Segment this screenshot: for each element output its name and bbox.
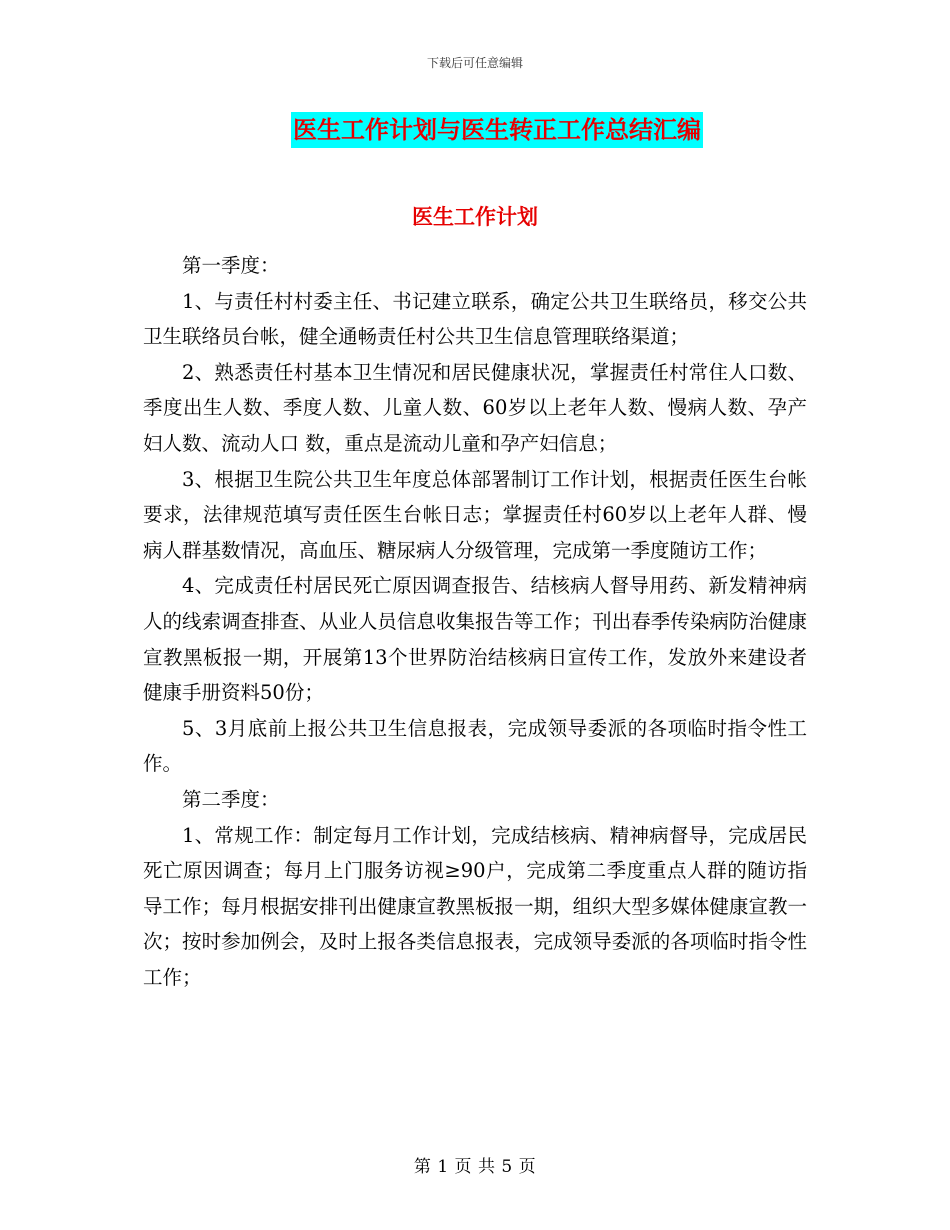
section-title: 医生工作计划	[412, 204, 538, 229]
page-number-label: 第 1 页 共 5 页	[413, 1157, 537, 1177]
main-title-container	[0, 112, 950, 148]
paragraph-item: 2、熟悉责任村基本卫生情况和居民健康状况，掌握责任村常住人口数、季度出生人数、季度人数、儿童人数、60岁以上老年人数、慢病人数、孕产妇人数、流动人口 数，重点是流动儿童和孕产妇信息；	[143, 360, 807, 455]
document-title: 医生工作计划与医生转正工作总结汇编	[291, 112, 703, 148]
page-footer	[0, 1152, 950, 1177]
paragraph-item: 1、与责任村村委主任、书记建立联系，确定公共卫生联络员，移交公共卫生联络员台帐，健全通畅责任村公共卫生信息管理联络渠道；	[143, 289, 807, 349]
paragraph-item: 5、3月底前上报公共卫生信息报表，完成领导委派的各项临时指令性工作。	[143, 716, 807, 776]
paragraph-q2-heading: 第二季度：	[182, 787, 280, 811]
paragraph-item: 3、根据卫生院公共卫生年度总体部署制订工作计划，根据责任医生台帐要求，法律规范填写责任医生台帐日志；掌握责任村60岁以上老年人群、慢病人群基数情况，高血压、糖尿病人分级管理，完成第一季度随访工作；	[143, 467, 807, 562]
page-header-note: 下载后可任意编辑	[426, 56, 523, 70]
document-body	[143, 248, 807, 995]
paragraph-item: 4、完成责任村居民死亡原因调查报告、结核病人督导用药、新发精神病人的线索调查排查、从业人员信息收集报告等工作；刊出春季传染病防治健康宣教黑板报一期，开展第13个世界防治结核病日宣传工作，发放外来建设者健康手册资料50份；	[143, 574, 807, 705]
paragraph-q1-heading: 第一季度：	[182, 254, 280, 277]
paragraph-item: 1、常规工作：制定每月工作计划，完成结核病、精神病督导，完成居民死亡原因调查；每月上门服务访视≥90户，完成第二季度重点人群的随访指导工作；每月根据安排刊出健康宣教黑板报一期，组织大型多媒体健康宣教一次；按时参加例会，及时上报各类信息报表，完成领导委派的各项临时指令性工作；	[143, 823, 807, 989]
